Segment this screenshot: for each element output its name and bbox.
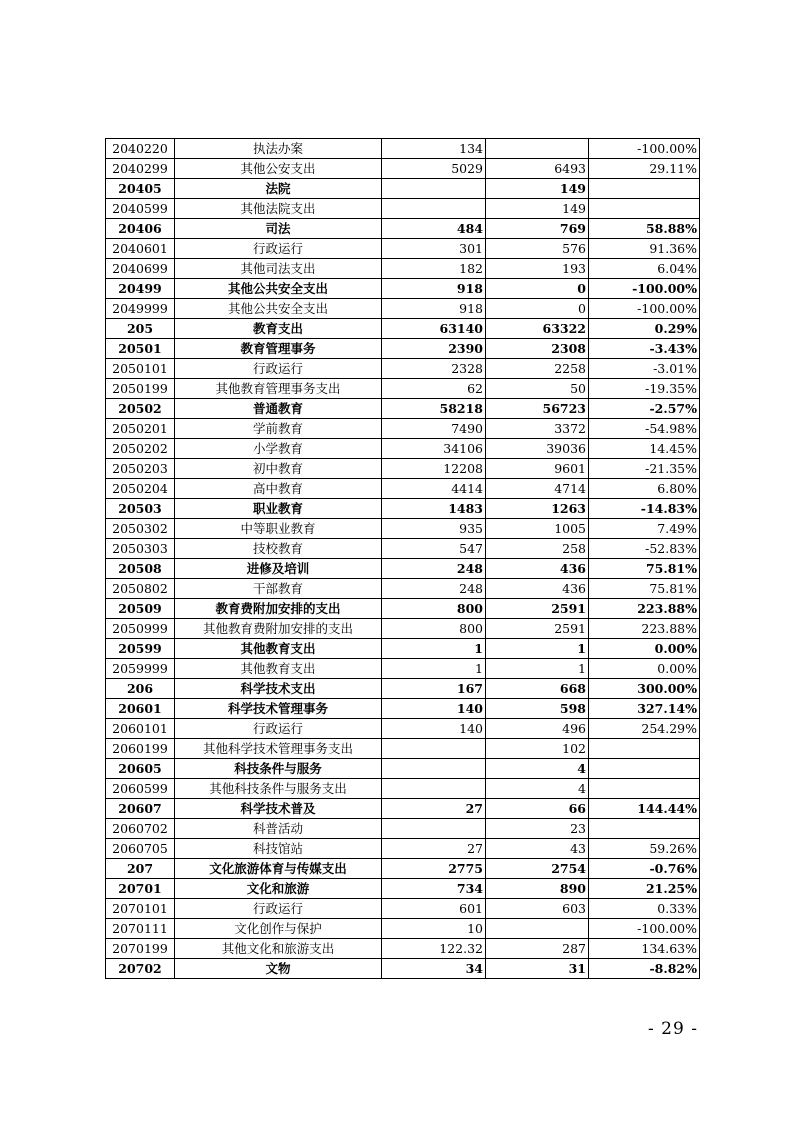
table-row — [106, 499, 700, 519]
table-row — [106, 459, 700, 479]
table-row — [106, 339, 700, 359]
cell-item-name: 科技条件与服务 — [175, 759, 382, 779]
cell-code: 2060199 — [106, 739, 175, 759]
cell-amount-current: 39036 — [486, 439, 589, 459]
cell-amount-current: 2258 — [486, 359, 589, 379]
cell-amount-current: 4714 — [486, 479, 589, 499]
cell-amount-current: 890 — [486, 879, 589, 899]
cell-amount-prev: 7490 — [382, 419, 486, 439]
table-row — [106, 199, 700, 219]
cell-change-percent: 75.81% — [589, 579, 700, 599]
cell-amount-current: 769 — [486, 219, 589, 239]
cell-item-name: 教育费附加安排的支出 — [175, 599, 382, 619]
cell-amount-prev: 918 — [382, 299, 486, 319]
cell-amount-prev — [382, 819, 486, 839]
cell-item-name: 小学教育 — [175, 439, 382, 459]
cell-amount-prev: 1 — [382, 659, 486, 679]
table-row — [106, 959, 700, 979]
cell-change-percent — [589, 179, 700, 199]
cell-change-percent: -19.35% — [589, 379, 700, 399]
cell-item-name: 文化创作与保护 — [175, 919, 382, 939]
cell-amount-current — [486, 919, 589, 939]
cell-amount-prev: 182 — [382, 259, 486, 279]
cell-code: 2060599 — [106, 779, 175, 799]
cell-amount-prev: 63140 — [382, 319, 486, 339]
table-row — [106, 299, 700, 319]
cell-item-name: 初中教育 — [175, 459, 382, 479]
cell-change-percent: -100.00% — [589, 139, 700, 159]
cell-change-percent: -14.83% — [589, 499, 700, 519]
cell-amount-prev: 248 — [382, 579, 486, 599]
table-row — [106, 739, 700, 759]
cell-amount-prev: 1483 — [382, 499, 486, 519]
cell-amount-current: 287 — [486, 939, 589, 959]
cell-amount-current: 3372 — [486, 419, 589, 439]
cell-code: 2050202 — [106, 439, 175, 459]
cell-code: 206 — [106, 679, 175, 699]
cell-amount-current: 0 — [486, 299, 589, 319]
cell-amount-current: 2591 — [486, 599, 589, 619]
table-row — [106, 579, 700, 599]
cell-amount-prev: 547 — [382, 539, 486, 559]
budget-table — [105, 138, 700, 979]
cell-code: 20501 — [106, 339, 175, 359]
cell-change-percent — [589, 779, 700, 799]
cell-amount-current: 258 — [486, 539, 589, 559]
table-row — [106, 939, 700, 959]
cell-amount-current: 63322 — [486, 319, 589, 339]
cell-amount-current: 668 — [486, 679, 589, 699]
cell-item-name: 其他教育管理事务支出 — [175, 379, 382, 399]
cell-item-name: 其他公共安全支出 — [175, 299, 382, 319]
cell-item-name: 其他公共安全支出 — [175, 279, 382, 299]
table-row — [106, 759, 700, 779]
table-row — [106, 879, 700, 899]
cell-item-name: 文物 — [175, 959, 382, 979]
cell-change-percent: 254.29% — [589, 719, 700, 739]
cell-change-percent: -100.00% — [589, 279, 700, 299]
cell-change-percent: -52.83% — [589, 539, 700, 559]
cell-code: 20702 — [106, 959, 175, 979]
cell-amount-current: 2308 — [486, 339, 589, 359]
cell-item-name: 科学技术支出 — [175, 679, 382, 699]
table-row — [106, 679, 700, 699]
cell-code: 205 — [106, 319, 175, 339]
cell-item-name: 行政运行 — [175, 239, 382, 259]
cell-item-name: 其他教育费附加安排的支出 — [175, 619, 382, 639]
cell-change-percent: -3.43% — [589, 339, 700, 359]
cell-amount-prev: 140 — [382, 719, 486, 739]
cell-amount-prev — [382, 199, 486, 219]
table-row — [106, 639, 700, 659]
cell-amount-current: 193 — [486, 259, 589, 279]
cell-amount-prev: 800 — [382, 599, 486, 619]
cell-amount-current — [486, 139, 589, 159]
cell-item-name: 其他教育支出 — [175, 639, 382, 659]
cell-amount-current: 1263 — [486, 499, 589, 519]
cell-change-percent: 144.44% — [589, 799, 700, 819]
cell-change-percent: 134.63% — [589, 939, 700, 959]
cell-amount-prev — [382, 179, 486, 199]
cell-change-percent: 0.29% — [589, 319, 700, 339]
page-number: - 29 - — [648, 1019, 698, 1039]
cell-item-name: 其他法院支出 — [175, 199, 382, 219]
cell-item-name: 学前教育 — [175, 419, 382, 439]
cell-amount-prev: 734 — [382, 879, 486, 899]
cell-code: 2040699 — [106, 259, 175, 279]
cell-code: 2050201 — [106, 419, 175, 439]
cell-change-percent: 58.88% — [589, 219, 700, 239]
cell-change-percent: -0.76% — [589, 859, 700, 879]
cell-amount-prev: 301 — [382, 239, 486, 259]
cell-code: 2060702 — [106, 819, 175, 839]
cell-code: 20508 — [106, 559, 175, 579]
cell-amount-prev: 2775 — [382, 859, 486, 879]
budget-table-body — [106, 139, 700, 979]
cell-item-name: 职业教育 — [175, 499, 382, 519]
cell-amount-prev: 122.32 — [382, 939, 486, 959]
table-row — [106, 399, 700, 419]
cell-change-percent — [589, 199, 700, 219]
cell-amount-current: 2754 — [486, 859, 589, 879]
table-row — [106, 919, 700, 939]
cell-change-percent: -54.98% — [589, 419, 700, 439]
cell-amount-current: 2591 — [486, 619, 589, 639]
cell-item-name: 其他科学技术管理事务支出 — [175, 739, 382, 759]
cell-amount-prev: 62 — [382, 379, 486, 399]
cell-change-percent: 0.00% — [589, 639, 700, 659]
cell-amount-current: 6493 — [486, 159, 589, 179]
cell-item-name: 科学技术管理事务 — [175, 699, 382, 719]
cell-amount-prev: 935 — [382, 519, 486, 539]
cell-amount-current: 149 — [486, 199, 589, 219]
table-row — [106, 819, 700, 839]
cell-code: 20503 — [106, 499, 175, 519]
cell-amount-current: 4 — [486, 759, 589, 779]
cell-code: 2050204 — [106, 479, 175, 499]
cell-item-name: 其他文化和旅游支出 — [175, 939, 382, 959]
cell-code: 2050802 — [106, 579, 175, 599]
cell-amount-prev: 10 — [382, 919, 486, 939]
cell-amount-prev: 167 — [382, 679, 486, 699]
cell-change-percent: 223.88% — [589, 599, 700, 619]
cell-amount-prev: 248 — [382, 559, 486, 579]
table-row — [106, 139, 700, 159]
cell-amount-current: 1 — [486, 639, 589, 659]
cell-amount-prev — [382, 779, 486, 799]
cell-amount-prev: 2328 — [382, 359, 486, 379]
table-row — [106, 179, 700, 199]
cell-code: 20607 — [106, 799, 175, 819]
cell-change-percent: -100.00% — [589, 919, 700, 939]
table-row — [106, 599, 700, 619]
cell-item-name: 其他司法支出 — [175, 259, 382, 279]
cell-amount-prev: 601 — [382, 899, 486, 919]
cell-code: 20601 — [106, 699, 175, 719]
cell-amount-prev: 27 — [382, 799, 486, 819]
cell-code: 20499 — [106, 279, 175, 299]
cell-code: 2040601 — [106, 239, 175, 259]
table-row — [106, 839, 700, 859]
cell-item-name: 教育管理事务 — [175, 339, 382, 359]
cell-change-percent: -21.35% — [589, 459, 700, 479]
cell-code: 2060101 — [106, 719, 175, 739]
table-row — [106, 319, 700, 339]
cell-amount-current: 603 — [486, 899, 589, 919]
table-row — [106, 799, 700, 819]
cell-code: 2050999 — [106, 619, 175, 639]
cell-change-percent — [589, 739, 700, 759]
cell-code: 20599 — [106, 639, 175, 659]
cell-amount-prev: 140 — [382, 699, 486, 719]
cell-item-name: 其他教育支出 — [175, 659, 382, 679]
cell-item-name: 干部教育 — [175, 579, 382, 599]
cell-amount-prev: 34 — [382, 959, 486, 979]
table-row — [106, 419, 700, 439]
cell-item-name: 行政运行 — [175, 899, 382, 919]
cell-code: 2040599 — [106, 199, 175, 219]
table-row — [106, 219, 700, 239]
cell-item-name: 文化和旅游 — [175, 879, 382, 899]
cell-amount-current: 4 — [486, 779, 589, 799]
cell-code: 207 — [106, 859, 175, 879]
table-row — [106, 239, 700, 259]
table-row — [106, 779, 700, 799]
cell-change-percent: -100.00% — [589, 299, 700, 319]
cell-item-name: 教育支出 — [175, 319, 382, 339]
cell-change-percent: 6.80% — [589, 479, 700, 499]
cell-amount-current: 0 — [486, 279, 589, 299]
cell-code: 2070199 — [106, 939, 175, 959]
cell-amount-current: 1005 — [486, 519, 589, 539]
cell-code: 2050302 — [106, 519, 175, 539]
cell-item-name: 进修及培训 — [175, 559, 382, 579]
cell-item-name: 文化旅游体育与传媒支出 — [175, 859, 382, 879]
cell-amount-current: 576 — [486, 239, 589, 259]
table-row — [106, 719, 700, 739]
cell-item-name: 中等职业教育 — [175, 519, 382, 539]
cell-code: 2050203 — [106, 459, 175, 479]
cell-item-name: 科学技术普及 — [175, 799, 382, 819]
cell-code: 2050303 — [106, 539, 175, 559]
cell-change-percent: 75.81% — [589, 559, 700, 579]
cell-change-percent: 0.33% — [589, 899, 700, 919]
cell-change-percent: 91.36% — [589, 239, 700, 259]
cell-code: 2050101 — [106, 359, 175, 379]
cell-code: 20406 — [106, 219, 175, 239]
cell-amount-current: 598 — [486, 699, 589, 719]
cell-change-percent: 6.04% — [589, 259, 700, 279]
cell-amount-prev: 27 — [382, 839, 486, 859]
cell-amount-prev: 800 — [382, 619, 486, 639]
table-row — [106, 279, 700, 299]
table-row — [106, 699, 700, 719]
table-row — [106, 659, 700, 679]
cell-amount-current: 31 — [486, 959, 589, 979]
cell-code: 2049999 — [106, 299, 175, 319]
cell-amount-prev: 1 — [382, 639, 486, 659]
cell-item-name: 行政运行 — [175, 359, 382, 379]
cell-amount-current: 436 — [486, 559, 589, 579]
cell-code: 2050199 — [106, 379, 175, 399]
cell-change-percent: -3.01% — [589, 359, 700, 379]
cell-change-percent: -8.82% — [589, 959, 700, 979]
cell-change-percent: -2.57% — [589, 399, 700, 419]
cell-change-percent: 7.49% — [589, 519, 700, 539]
cell-amount-prev: 134 — [382, 139, 486, 159]
cell-change-percent: 14.45% — [589, 439, 700, 459]
cell-item-name: 技校教育 — [175, 539, 382, 559]
cell-change-percent: 223.88% — [589, 619, 700, 639]
cell-change-percent: 29.11% — [589, 159, 700, 179]
table-row — [106, 479, 700, 499]
table-row — [106, 899, 700, 919]
cell-change-percent — [589, 759, 700, 779]
cell-item-name: 科普活动 — [175, 819, 382, 839]
cell-code: 2070111 — [106, 919, 175, 939]
table-row — [106, 619, 700, 639]
cell-amount-prev: 918 — [382, 279, 486, 299]
cell-amount-current: 66 — [486, 799, 589, 819]
cell-amount-prev — [382, 759, 486, 779]
cell-code: 2060705 — [106, 839, 175, 859]
cell-amount-current: 1 — [486, 659, 589, 679]
table-row — [106, 359, 700, 379]
table-row — [106, 539, 700, 559]
table-row — [106, 379, 700, 399]
cell-item-name: 法院 — [175, 179, 382, 199]
cell-amount-prev: 34106 — [382, 439, 486, 459]
cell-amount-prev — [382, 739, 486, 759]
cell-amount-current: 149 — [486, 179, 589, 199]
cell-amount-prev: 58218 — [382, 399, 486, 419]
table-row — [106, 519, 700, 539]
cell-code: 20605 — [106, 759, 175, 779]
table-row — [106, 559, 700, 579]
cell-amount-current: 23 — [486, 819, 589, 839]
cell-code: 2040299 — [106, 159, 175, 179]
cell-change-percent: 300.00% — [589, 679, 700, 699]
cell-code: 2040220 — [106, 139, 175, 159]
cell-amount-current: 436 — [486, 579, 589, 599]
cell-amount-prev: 2390 — [382, 339, 486, 359]
cell-amount-current: 102 — [486, 739, 589, 759]
cell-change-percent: 0.00% — [589, 659, 700, 679]
cell-code: 20405 — [106, 179, 175, 199]
table-row — [106, 159, 700, 179]
cell-code: 20509 — [106, 599, 175, 619]
cell-amount-current: 50 — [486, 379, 589, 399]
cell-code: 20701 — [106, 879, 175, 899]
cell-item-name: 高中教育 — [175, 479, 382, 499]
cell-amount-current: 43 — [486, 839, 589, 859]
table-row — [106, 859, 700, 879]
cell-change-percent: 327.14% — [589, 699, 700, 719]
cell-amount-current: 9601 — [486, 459, 589, 479]
cell-change-percent — [589, 819, 700, 839]
cell-code: 2059999 — [106, 659, 175, 679]
cell-item-name: 普通教育 — [175, 399, 382, 419]
cell-item-name: 科技馆站 — [175, 839, 382, 859]
cell-amount-prev: 5029 — [382, 159, 486, 179]
cell-amount-prev: 484 — [382, 219, 486, 239]
cell-change-percent: 21.25% — [589, 879, 700, 899]
cell-code: 20502 — [106, 399, 175, 419]
table-row — [106, 259, 700, 279]
table-row — [106, 439, 700, 459]
cell-amount-current: 56723 — [486, 399, 589, 419]
cell-item-name: 执法办案 — [175, 139, 382, 159]
cell-item-name: 行政运行 — [175, 719, 382, 739]
cell-item-name: 其他科技条件与服务支出 — [175, 779, 382, 799]
cell-item-name: 司法 — [175, 219, 382, 239]
cell-amount-prev: 12208 — [382, 459, 486, 479]
cell-amount-current: 496 — [486, 719, 589, 739]
cell-item-name: 其他公安支出 — [175, 159, 382, 179]
cell-code: 2070101 — [106, 899, 175, 919]
cell-amount-prev: 4414 — [382, 479, 486, 499]
cell-change-percent: 59.26% — [589, 839, 700, 859]
